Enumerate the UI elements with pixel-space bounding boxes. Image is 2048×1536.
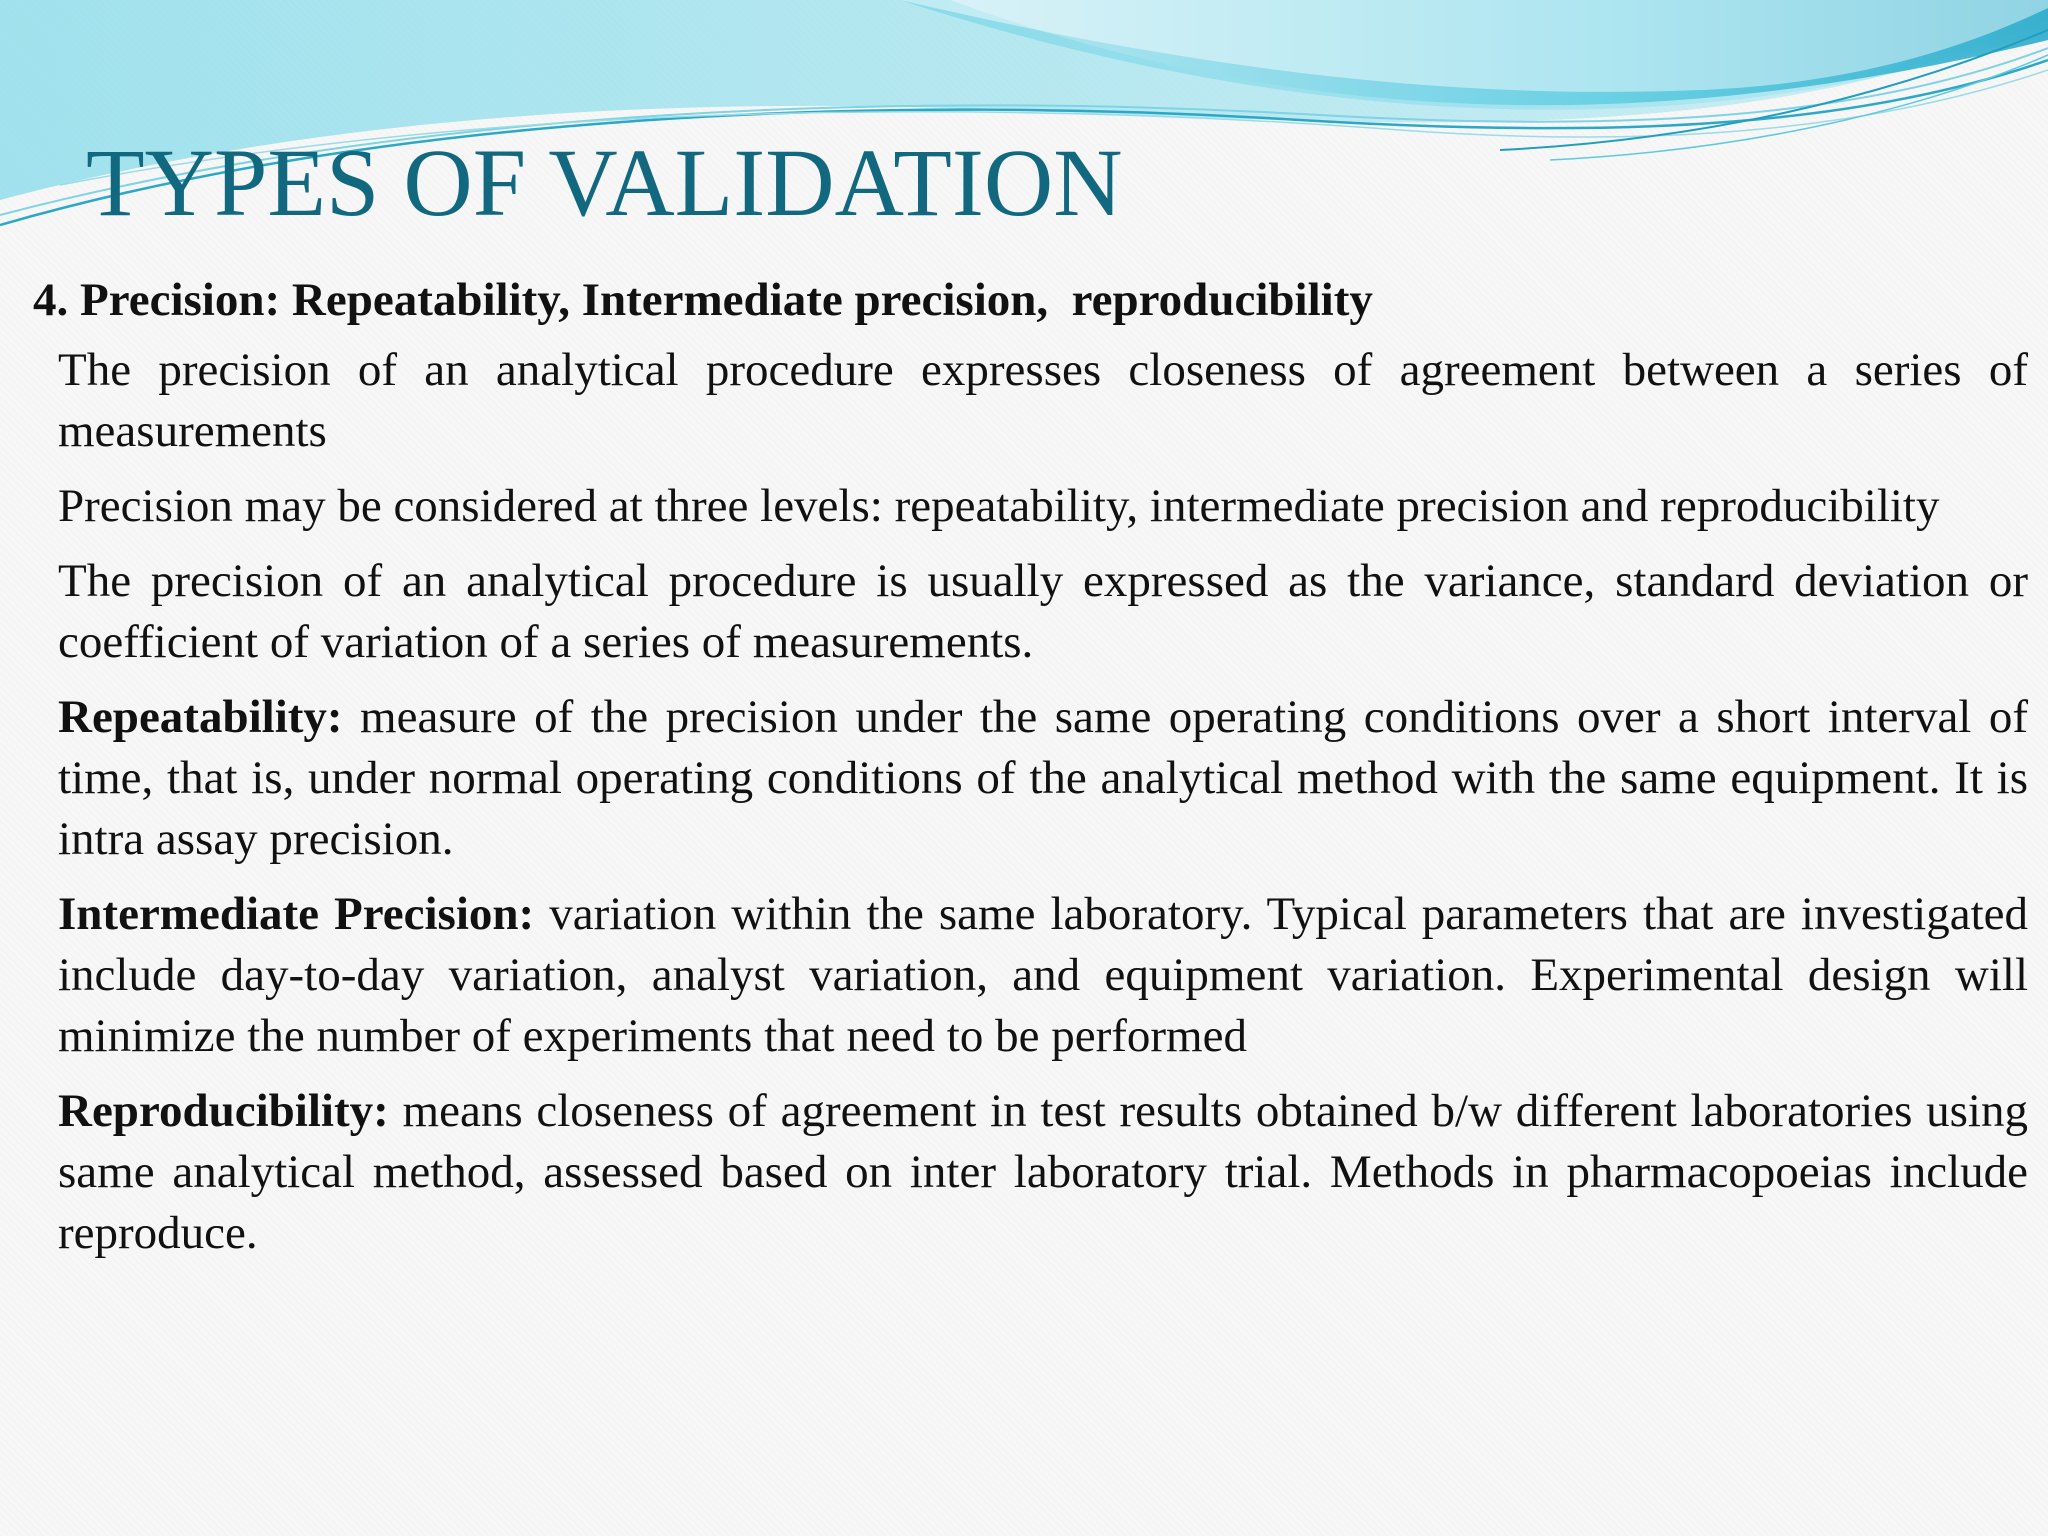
paragraph-precision-levels [58,476,2028,537]
paragraph-text: The precision of an analytical procedure expresses closeness of agreement between a series of measurements [58,344,2028,457]
paragraph-repeatability [58,687,2028,870]
paragraph-reproducibility [58,1081,2028,1264]
paragraph-text: Precision may be considered at three levels: repeatability, intermediate precision and reproducibility [58,480,1940,532]
term-reproducibility: Reproducibility: [58,1085,389,1137]
paragraph-precision-definition [58,340,2028,462]
paragraph-precision-expression [58,551,2028,673]
section-heading: 4. Precision: Repeatability, Intermediate precision, reproducibility [33,274,1373,326]
paragraph-text: variation within the same laboratory. Typical parameters that are investigated include day-to-day variation, analyst variation, and equipment variation. Experimental design will minimize the number of experiments that need to be performed [58,888,2028,1062]
paragraph-text: means closeness of agreement in test results obtained b/w different laboratories using same analytical method, assessed based on inter laboratory trial. Methods in pharmacopoeias include reproduce. [58,1085,2028,1259]
term-intermediate-precision: Intermediate Precision: [58,888,535,940]
paragraph-text: measure of the precision under the same operating conditions over a short interval of time, that is, under normal operating conditions of the analytical method with the same equipment. It is intra assay precision. [58,691,2028,865]
slide-title: TYPES OF VALIDATION [86,129,1123,236]
paragraph-text: The precision of an analytical procedure is usually expressed as the variance, standard deviation or coefficient of variation of a series of measurements. [58,555,2028,668]
term-repeatability: Repeatability: [58,691,343,743]
paragraph-intermediate-precision [58,884,2028,1067]
slide-body [58,340,2028,1278]
